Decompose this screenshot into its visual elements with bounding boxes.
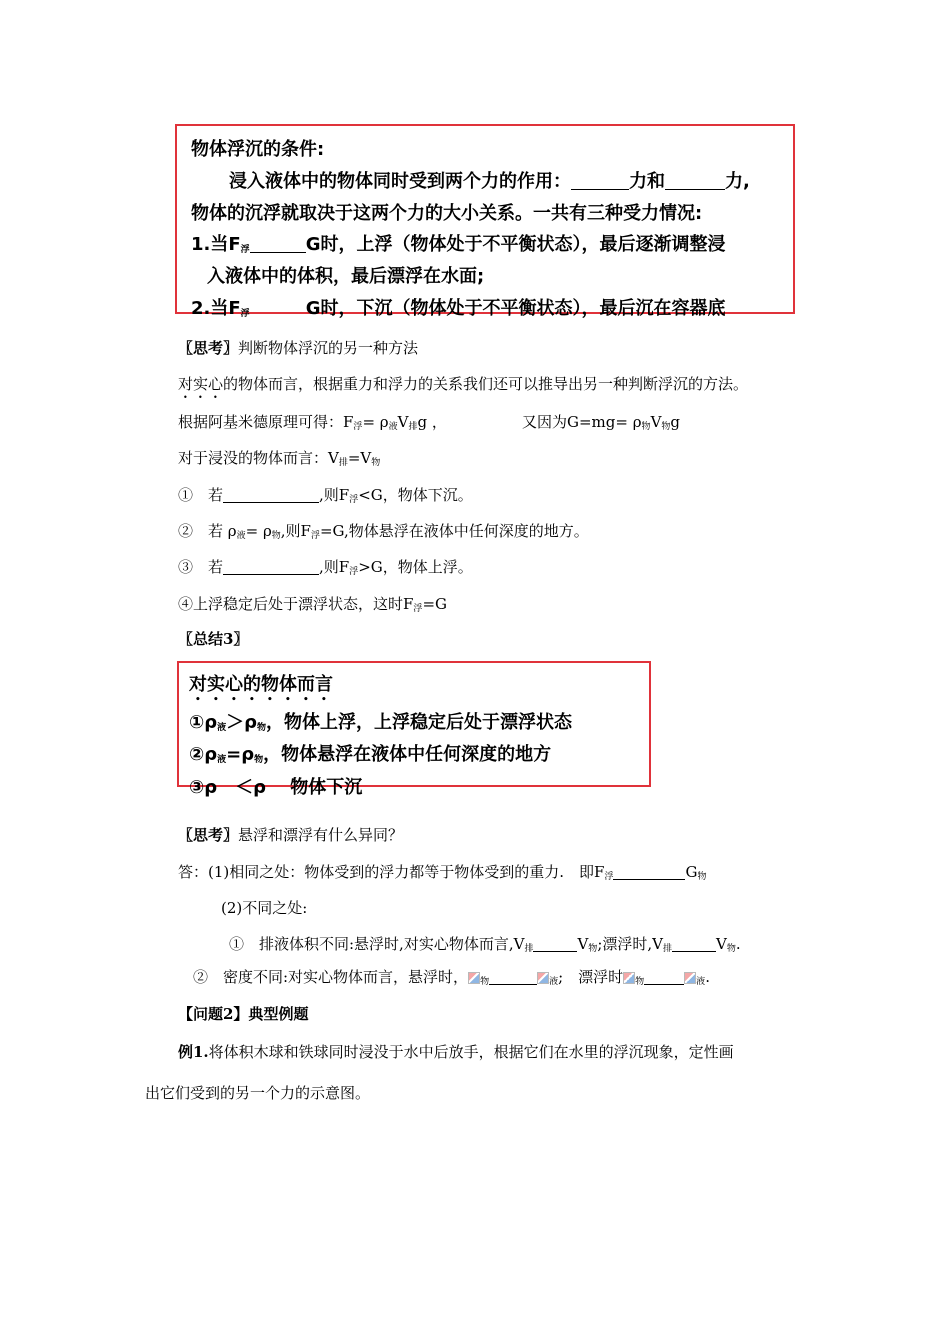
- example1-line1: 例1.将体积木球和铁球同时浸没于水中后放手，根据它们在水里的浮沉现象，定性画: [178, 1043, 734, 1061]
- question2-title: 【问题2】典型例题: [178, 1005, 309, 1023]
- rho-image-icon: [623, 972, 635, 984]
- answer-diff: (2)不同之处:: [221, 899, 308, 917]
- think2-heading: 〖思考〗悬浮和漂浮有什么异同？: [178, 826, 404, 844]
- rho-image-icon: [468, 972, 480, 984]
- box1-title: 物体浮沉的条件:: [191, 139, 325, 160]
- box1-line4: 1.当$F_浮$ G时，上浮（物体处于不平衡状态），最后逐渐调整浸: [191, 234, 726, 255]
- box2-title: 对实心的物体而言: [189, 674, 333, 695]
- case-2: ② 若 $\rho_液= \rho_物$,则$F_浮=G$,物体悬浮在液体中任何深度的地方。: [178, 522, 589, 541]
- archimedes-line: 根据阿基米德原理可得：$F_浮= \rho_液V_排g$ ，: [178, 413, 447, 432]
- case-4: ④上浮稳定后处于漂浮状态，这时$F_浮=G$: [178, 595, 447, 614]
- box1-line6: 2.当$F_浮$ G时，下沉（物体处于不平衡状态），最后沉在容器底: [191, 298, 726, 319]
- rho-image-icon: [684, 972, 696, 984]
- box2-line2: $①\rho_液>\rho_物$，物体上浮，上浮稳定后处于漂浮状态: [189, 712, 573, 733]
- conditions-box: [175, 124, 795, 319]
- box1-line5: 入液体中的体积，最后漂浮在水面;: [207, 266, 485, 287]
- case-3: ③ 若 ,则$F_浮>G$，物体上浮。: [178, 558, 473, 577]
- box2-line3: $②\rho_液=\rho_物$，物体悬浮在液体中任何深度的地方: [189, 744, 552, 765]
- answer-density: ② 密度不同:对实心物体而言，悬浮时， $_物$ $_液$; 漂浮时 $_物$ $_液$.: [193, 968, 710, 987]
- immersed-line: 对于浸没的物体而言：$V_排=V_物$: [178, 449, 381, 468]
- gravity-line: 又因为$G=mg= \rho_物V_物g$: [522, 413, 681, 432]
- summary3-label: 〖总结3〗: [178, 630, 249, 648]
- summary-box: [177, 661, 651, 798]
- case-1: ① 若 ,则$F_浮<G$，物体下沉。: [178, 486, 473, 505]
- answer-volume: ① 排液体积不同:悬浮时,对实心物体而言$,V_排$ $V_物$;漂浮时$,V_排$ $V_物$.: [229, 935, 741, 954]
- think1-p1: 对实心的物体而言，根据重力和浮力的关系我们还可以推导出另一种判断浮沉的方法。: [178, 375, 749, 393]
- example1-line2: 出它们受到的另一个力的示意图。: [145, 1084, 371, 1102]
- box1-line3: 物体的沉浮就取决于这两个力的大小关系。一共有三种受力情况:: [191, 203, 703, 224]
- box1-line2: 浸入液体中的物体同时受到两个力的作用： 力和 力,: [229, 171, 750, 192]
- box2-line4: ③ρ ＜ρ 物体下沉: [189, 777, 363, 798]
- answer-same: 答：(1)相同之处：物体受到的浮力都等于物体受到的重力. 即$F_浮$ $G_物$: [178, 863, 707, 882]
- rho-image-icon: [537, 972, 549, 984]
- think1-heading: 〖思考〗判断物体浮沉的另一种方法: [178, 339, 419, 357]
